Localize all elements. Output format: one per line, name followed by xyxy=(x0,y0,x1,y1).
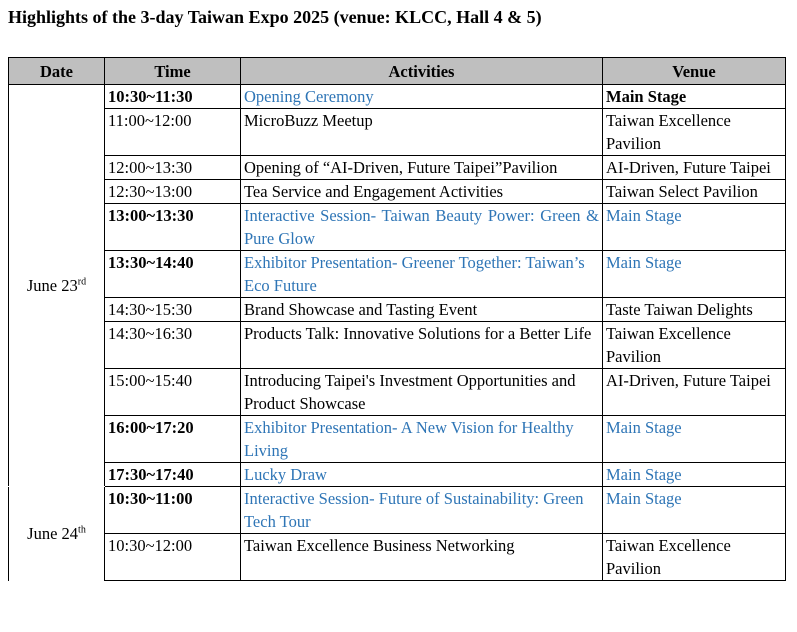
activity-link[interactable]: Opening Ceremony xyxy=(241,85,603,109)
venue-cell: Main Stage xyxy=(603,85,786,109)
time-cell: 10:30~12:00 xyxy=(105,534,241,581)
time-cell: 10:30~11:30 xyxy=(105,85,241,109)
time-cell: 16:00~17:20 xyxy=(105,416,241,463)
venue-link[interactable]: Main Stage xyxy=(603,204,786,251)
table-row xyxy=(9,322,786,369)
table-row xyxy=(9,85,786,109)
date-text: June 24 xyxy=(27,524,79,544)
header-venue: Venue xyxy=(603,58,786,85)
table-header-row xyxy=(9,58,786,85)
activity-cell: Opening of “AI-Driven, Future Taipei”Pavilion xyxy=(241,156,603,180)
time-cell: 10:30~11:00 xyxy=(105,487,241,534)
activity-cell: MicroBuzz Meetup xyxy=(241,109,603,156)
time-cell: 15:00~15:40 xyxy=(105,369,241,416)
time-cell: 13:30~14:40 xyxy=(105,251,241,298)
header-date: Date xyxy=(9,58,105,85)
table-row xyxy=(9,156,786,180)
time-cell: 14:30~16:30 xyxy=(105,322,241,369)
venue-link[interactable]: Main Stage xyxy=(603,487,786,534)
header-activities: Activities xyxy=(241,58,603,85)
activity-cell: Products Talk: Innovative Solutions for a Better Life xyxy=(241,322,603,369)
venue-cell: Taiwan Excellence Pavilion xyxy=(603,534,786,581)
venue-cell: AI-Driven, Future Taipei xyxy=(603,156,786,180)
table-row xyxy=(9,251,786,298)
table-row xyxy=(9,463,786,487)
venue-cell: AI-Driven, Future Taipei xyxy=(603,369,786,416)
venue-cell: Taste Taiwan Delights xyxy=(603,298,786,322)
time-cell: 14:30~15:30 xyxy=(105,298,241,322)
venue-cell: Taiwan Excellence Pavilion xyxy=(603,322,786,369)
table-row xyxy=(9,534,786,581)
date-cell-june-23 xyxy=(9,85,105,487)
activity-cell: Taiwan Excellence Business Networking xyxy=(241,534,603,581)
venue-cell: Taiwan Select Pavilion xyxy=(603,180,786,204)
activity-cell: Introducing Taipei's Investment Opportunities and Product Showcase xyxy=(241,369,603,416)
table-row xyxy=(9,298,786,322)
time-cell: 17:30~17:40 xyxy=(105,463,241,487)
venue-link[interactable]: Main Stage xyxy=(603,416,786,463)
activity-cell: Brand Showcase and Tasting Event xyxy=(241,298,603,322)
table-row xyxy=(9,487,786,534)
venue-cell: Taiwan Excellence Pavilion xyxy=(603,109,786,156)
table-row xyxy=(9,369,786,416)
venue-link[interactable]: Main Stage xyxy=(603,463,786,487)
time-cell: 13:00~13:30 xyxy=(105,204,241,251)
activity-link[interactable]: Interactive Session- Taiwan Beauty Power: Green & Pure Glow xyxy=(241,204,603,251)
venue-link[interactable]: Main Stage xyxy=(603,251,786,298)
date-suffix: rd xyxy=(77,276,87,288)
date-cell-june-24 xyxy=(9,487,105,581)
schedule-table xyxy=(8,57,786,581)
table-row xyxy=(9,416,786,463)
time-cell: 11:00~12:00 xyxy=(105,109,241,156)
activity-cell: Tea Service and Engagement Activities xyxy=(241,180,603,204)
time-cell: 12:30~13:00 xyxy=(105,180,241,204)
date-text: June 23 xyxy=(26,276,78,295)
table-row xyxy=(9,180,786,204)
page-title: Highlights of the 3-day Taiwan Expo 2025 (venue: KLCC, Hall 4 & 5) xyxy=(8,7,542,27)
activity-link[interactable]: Exhibitor Presentation- A New Vision for Healthy Living xyxy=(241,416,603,463)
table-row xyxy=(9,109,786,156)
activity-link[interactable]: Exhibitor Presentation- Greener Together: Taiwan’s Eco Future xyxy=(241,251,603,298)
date-suffix: th xyxy=(78,524,86,536)
activity-link[interactable]: Interactive Session- Future of Sustainability: Green Tech Tour xyxy=(241,487,603,534)
activity-link[interactable]: Lucky Draw xyxy=(241,463,603,487)
header-time: Time xyxy=(105,58,241,85)
table-row xyxy=(9,204,786,251)
time-cell: 12:00~13:30 xyxy=(105,156,241,180)
